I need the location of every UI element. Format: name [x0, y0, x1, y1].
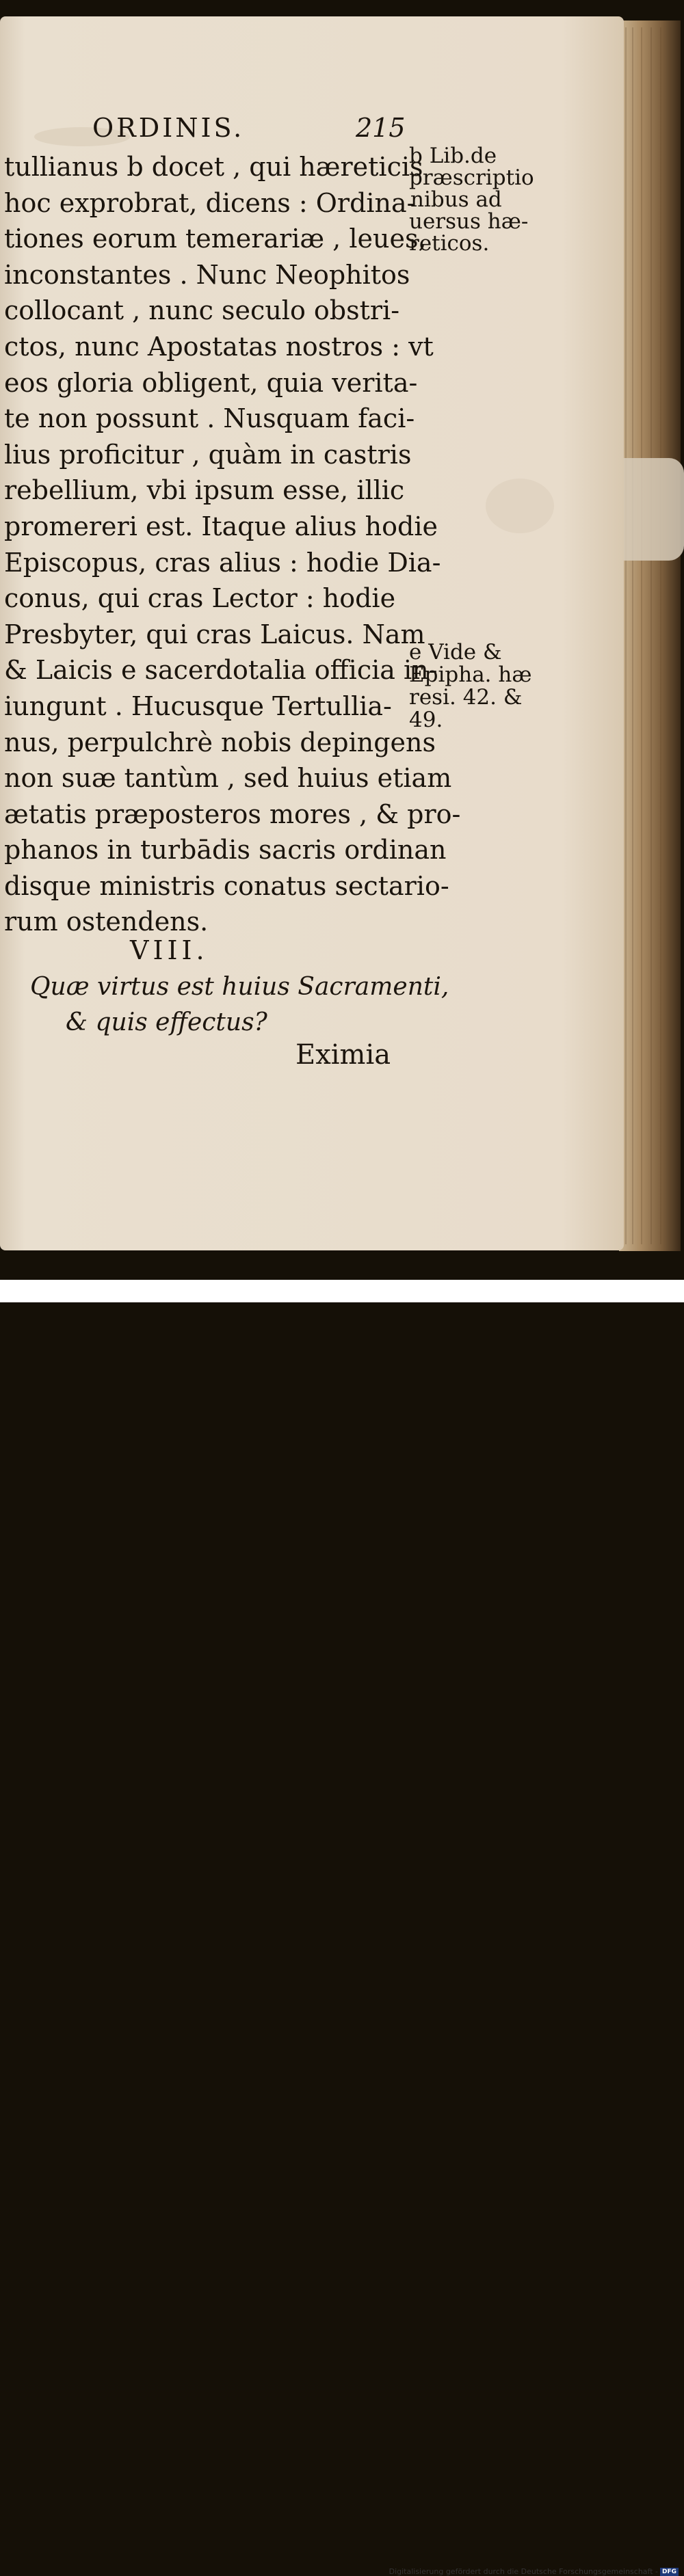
text-line: lius proficitur , quàm in castris: [4, 439, 412, 470]
text-line: disque ministris conatus sectario-: [4, 870, 449, 901]
dfg-logo-icon: DFG: [660, 2568, 679, 2576]
text-line: iungunt . Hucusque Tertullia-: [4, 690, 392, 721]
question-line: & quis effectus?: [66, 1008, 267, 1036]
text-line: tiones eorum temerariæ , leues,: [4, 224, 427, 254]
text-line: tullianus b docet , qui hæreticis: [4, 152, 423, 182]
margin-note-line: e Vide &: [409, 640, 502, 665]
text-line: hoc exprobrat, dicens : Ordina-: [4, 187, 416, 218]
text-line: Presbyter, qui cras Laicus. Nam: [4, 619, 425, 649]
text-line: inconstantes . Nunc Neophitos: [4, 259, 410, 290]
running-head: ORDINIS.: [92, 113, 245, 143]
text-line: conus, qui cras Lector : hodie: [4, 583, 396, 614]
text-line: rebellium, vbi ipsum esse, illic: [4, 475, 405, 506]
text-line: & Laicis e sacerdotalia officia in-: [4, 655, 438, 686]
text-line: promereri est. Itaque alius hodie: [4, 511, 438, 541]
margin-note-e: [409, 641, 532, 732]
section-number: VIII.: [130, 935, 209, 965]
margin-note-line: nibus ad: [410, 187, 502, 212]
margin-note-line: resi. 42. &: [409, 685, 523, 710]
margin-note-line: 49.: [409, 708, 443, 732]
catchword: Eximia: [295, 1039, 391, 1071]
text-line: ctos, nunc Apostatas nostros : vt: [4, 331, 434, 362]
text-line: rum ostendens.: [4, 907, 209, 937]
digitization-credit: [389, 2567, 679, 2576]
text-line: non suæ tantùm , sed huius etiam: [4, 763, 452, 794]
section-question: [30, 969, 449, 1041]
text-line: nus, perpulchrè nobis depingens: [4, 727, 436, 757]
margin-note-line: uersus hæ-: [409, 209, 529, 234]
text-line: phanos in turbādis sacris ordinan: [4, 835, 447, 866]
footer-band: [0, 1280, 684, 2576]
page-number: 215: [356, 113, 406, 143]
text-line: collocant , nunc seculo obstri-: [4, 295, 400, 326]
question-line: Quæ virtus est huius Sacramenti,: [30, 973, 449, 1001]
text-line: ætatis præposteros mores , & pro-: [4, 799, 461, 829]
text-line: eos gloria obligent, quia verita-: [4, 367, 418, 398]
text-line: te non possunt . Nusquam faci-: [4, 403, 415, 434]
margin-note-line: b Lib.de: [409, 144, 497, 168]
margin-note-b: [409, 145, 534, 254]
margin-note-line: præscriptio: [409, 165, 534, 190]
margin-note-line: Epipha. hæ: [409, 662, 532, 687]
credit-text: Digitalisierung gefördert durch die Deutsche Forschungsgemeinschaft -: [389, 2567, 658, 2576]
text-line: Episcopus, cras alius : hodie Dia-: [4, 547, 441, 578]
page-header: [92, 113, 407, 147]
margin-note-line: reticos.: [409, 231, 490, 256]
